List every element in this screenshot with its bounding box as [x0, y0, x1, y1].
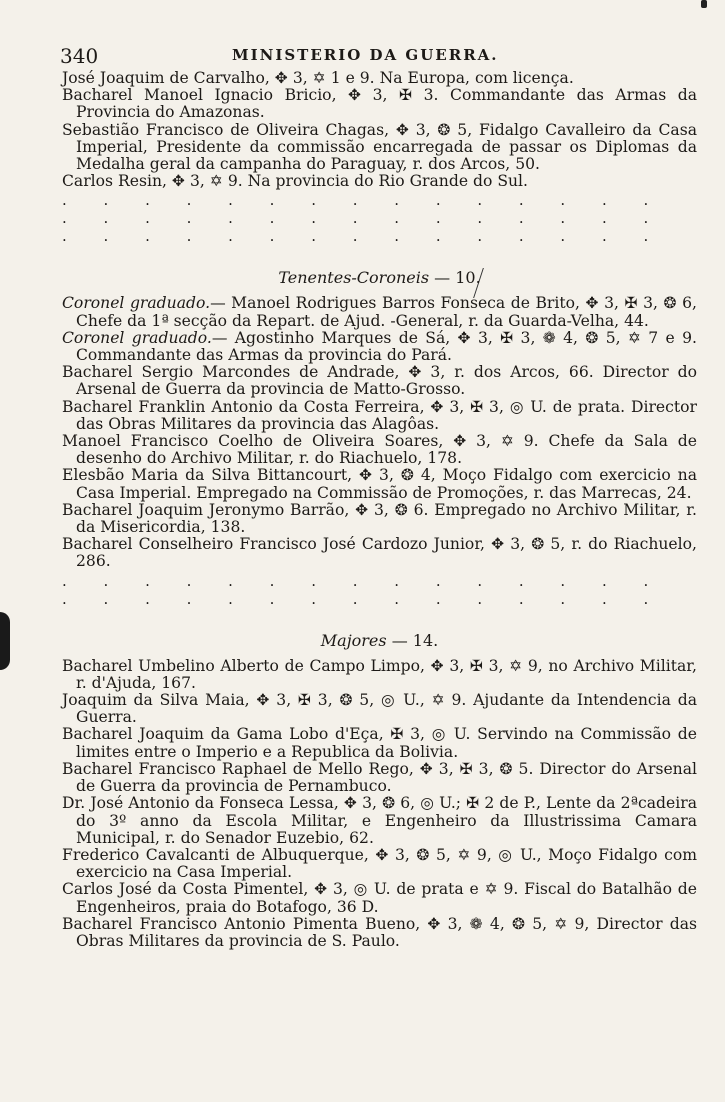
- section-count: — 14.: [391, 630, 439, 650]
- entry-barrao: Bacharel Joaquim Jeronymo Barrão, ✥ 3, ❂ 6. Empregado no Archivo Militar, r. da Misericordia, 138.: [62, 500, 697, 537]
- entry-brito: [62, 295, 697, 329]
- entry-maia: Joaquim da Silva Maia, ✥ 3, ✠ 3, ❂ 5, ◎ U., ✡ 9. Ajudante da Intendencia da Guerra.: [62, 691, 697, 727]
- entry-resin: Carlos Resin, ✥ 3, ✡ 9. Na provincia do Rio Grande do Sul.: [62, 172, 529, 191]
- entry-text: — Agostinho Marques de Sá, ✥ 3, ✠ 3, ❁ 4, ❂ 5, ✡ 7 e 9. Commandante das Armas da provincia do Pará.: [76, 328, 697, 365]
- rank-label: Coronel graduado.: [62, 294, 211, 313]
- entry-ferreira: Bacharel Franklin Antonio da Costa Ferreira, ✥ 3, ✠ 3, ◎ U. de prata. Director das Obras Militares da provincia das Alagôas.: [62, 397, 697, 433]
- section-heading-majores: [62, 631, 697, 650]
- ellipsis-row: . . . . . . . . . . . . . . .: [62, 209, 665, 228]
- entry-soares: Manoel Francisco Coelho de Oliveira Soares, ✥ 3, ✡ 9. Chefe da Sala de desenho do Archivo Militar, r. do Riachuelo, 178.: [62, 432, 697, 468]
- entry-bricio: Bacharel Manoel Ignacio Bricio, ✥ 3, ✠ 3. Commandante das Armas da Provincia do Amazonas.: [62, 86, 697, 122]
- entry-cardozo: Bacharel Conselheiro Francisco José Cardozo Junior, ✥ 3, ❂ 5, r. do Riachuelo, 286.: [62, 535, 697, 571]
- page-number: 340: [60, 44, 99, 68]
- rank-label: Coronel graduado.: [62, 328, 212, 347]
- ink-blot: [0, 612, 10, 670]
- entry-andrade: Bacharel Sergio Marcondes de Andrade, ✥ 3, r. dos Arcos, 66. Director do Arsenal de Guerra da provincia de Matto-Grosso.: [62, 363, 697, 399]
- ellipsis-row: . . . . . . . . . . . . . . .: [62, 227, 665, 246]
- section-heading-tenentes: [62, 268, 697, 287]
- entry-lessa: Dr. José Antonio da Fonseca Lessa, ✥ 3, ❂ 6, ◎ U.; ✠ 2 de P., Lente da 2ªcadeira do 3º anno da Escola Militar, e Engenheiro da Illustrissima Camara Municipal, r. do Senador Euzebio, 62.: [62, 794, 697, 847]
- ellipsis-row: . . . . . . . . . . . . . . .: [62, 589, 665, 608]
- entry-bueno: Bacharel Francisco Antonio Pimenta Bueno, ✥ 3, ❁ 4, ❂ 5, ✡ 9, Director das Obras Militares da provincia de S. Paulo.: [62, 914, 697, 950]
- entry-carvalho: José Joaquim de Carvalho, ✥ 3, ✡ 1 e 9. Na Europa, com licença.: [62, 69, 574, 87]
- entry-chagas: Sebastião Francisco de Oliveira Chagas, ✥ 3, ❂ 5, Fidalgo Cavalleiro da Casa Imperial, Presidente da commissão encarregada de passar os Diplomas da Medalha geral da campanha do Paraguay, r. dos Arcos, 50.: [62, 120, 697, 174]
- entry-text: — Manoel Rodrigues Barros Fonseca de Brito, ✥ 3, ✠ 3, ❂ 6, Chefe da 1ª secção da Repart. de Ajud. -General, r. da Guarda-Velha, 44.: [76, 294, 697, 330]
- section-title: Tenentes-Coroneis: [278, 268, 430, 288]
- entry-eca: Bacharel Joaquim da Gama Lobo d'Eça, ✠ 3, ◎ U. Servindo na Commissão de limites entre o Imperio e a Republica da Bolivia.: [62, 725, 697, 761]
- page-header: [60, 44, 695, 68]
- entry-rego: Bacharel Francisco Raphael de Mello Rego, ✥ 3, ✠ 3, ❂ 5. Director do Arsenal de Guerra da provincia de Pernambuco.: [62, 759, 697, 796]
- entry-sa: [62, 330, 697, 364]
- entry-bittancourt: Elesbão Maria da Silva Bittancourt, ✥ 3, ❂ 4, Moço Fidalgo com exercicio na Casa Imperial. Empregado na Commissão de Promoções, r. das Marrecas, 24.: [62, 466, 697, 502]
- ellipsis-row: . . . . . . . . . . . . . . .: [62, 191, 665, 210]
- page-body: [62, 70, 697, 950]
- entry-pimentel: Carlos José da Costa Pimentel, ✥ 3, ◎ U. de prata e ✡ 9. Fiscal do Batalhão de Engenheiros, praia do Botafogo, 36 D.: [62, 880, 697, 916]
- entry-albuquerque: Frederico Cavalcanti de Albuquerque, ✥ 3, ❂ 5, ✡ 9, ◎ U., Moço Fidalgo com exercicio na Casa Imperial.: [62, 845, 697, 882]
- entry-campo-limpo: Bacharel Umbelino Alberto de Campo Limpo, ✥ 3, ✠ 3, ✡ 9, no Archivo Militar, r. d'Ajuda, 167.: [62, 656, 697, 692]
- section-title: Majores: [320, 630, 387, 650]
- running-title: MINISTERIO DA GUERRA.: [232, 46, 499, 64]
- ellipsis-row: . . . . . . . . . . . . . . .: [62, 571, 665, 590]
- section-count: — 10.: [434, 268, 481, 288]
- ink-mark: [701, 0, 707, 8]
